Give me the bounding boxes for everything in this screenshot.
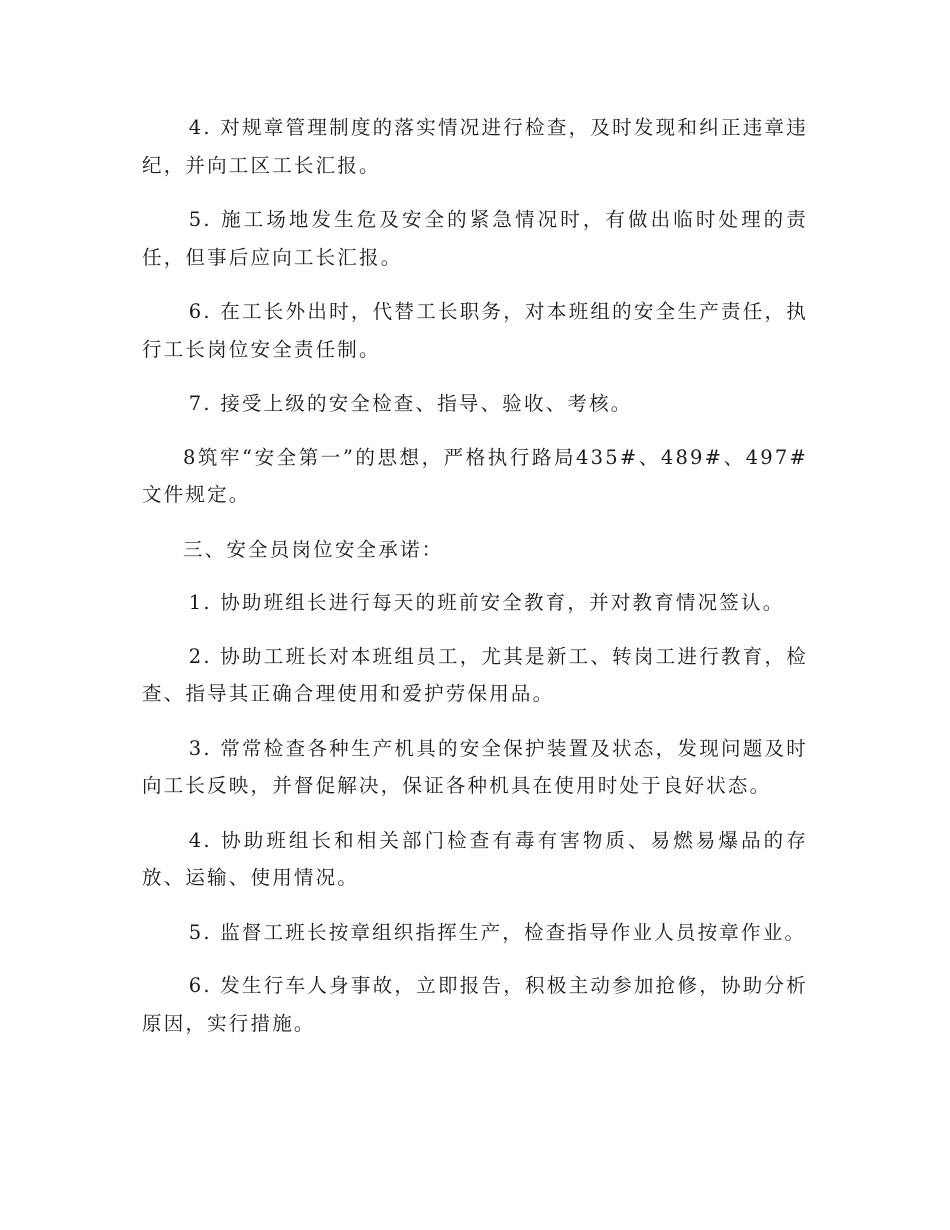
paragraph-responsibility-8: 8筑牢“安全第一”的思想，严格执行路局435#、489#、497#文件规定。: [142, 445, 808, 506]
paragraph-commitment-1: 1. 协助班组长进行每天的班前安全教育，并对教育情况签认。: [188, 591, 785, 614]
paragraph-responsibility-5: 5. 施工场地发生危及安全的紧急情况时，有做出临时处理的责任，但事后应向工长汇报。: [142, 208, 808, 269]
paragraph-responsibility-7: 7. 接受上级的安全检查、指导、验收、考核。: [188, 392, 633, 415]
paragraph-responsibility-4: 4. 对规章管理制度的落实情况进行检查，及时发现和纠正违章违纪，并向工区工长汇报。: [142, 116, 808, 177]
document-body: [142, 109, 808, 1059]
paragraph-commitment-5: 5. 监督工班长按章组织指挥生产，检查指导作业人员按章作业。: [188, 920, 807, 944]
paragraph-commitment-3: 3. 常常检查各种生产机具的安全保护装置及状态，发现问题及时向工长反映，并督促解决，保证各种机具在使用时处于良好状态。: [142, 736, 808, 797]
paragraph-commitment-6: 6. 发生行车人身事故，立即报告，积极主动参加抢修，协助分析原因，实行措施。: [142, 974, 808, 1035]
paragraph-responsibility-6: 6. 在工长外出时，代替工长职务，对本班组的安全生产责任，执行工长岗位安全责任制。: [142, 300, 808, 361]
paragraph-commitment-4: 4. 协助班组长和相关部门检查有毒有害物质、易燃易爆品的存放、运输、使用情况。: [142, 828, 808, 889]
paragraph-commitment-2: 2. 协助工班长对本班组员工，尤其是新工、转岗工进行教育，检查、指导其正确合理使用和爱护劳保用品。: [142, 644, 808, 705]
section-heading-safety-officer: 三、安全员岗位安全承诺：: [182, 537, 444, 561]
